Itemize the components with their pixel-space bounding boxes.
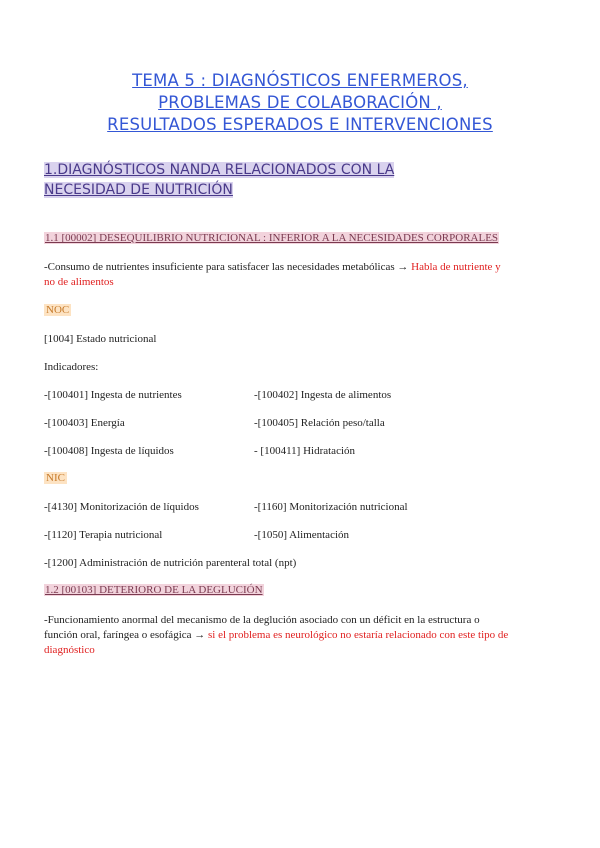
indicator-item: -[100405] Relación peso/talla <box>254 417 385 429</box>
diagnosis-1-note: Habla de nutriente y <box>411 261 501 273</box>
title-line-3: RESULTADOS ESPERADOS E INTERVENCIONES <box>107 115 493 134</box>
indicator-item: -[100408] Ingesta de líquidos <box>44 445 174 457</box>
indicator-item: - [100411] Hidratación <box>254 445 356 457</box>
diagnosis-2-note: si el problema es neurológico no estaría relacionado con este tipo de <box>208 629 509 641</box>
section-heading-line-1: 1.DIAGNÓSTICOS NANDA RELACIONADOS CON LA <box>44 162 395 178</box>
diagnosis-2-definition: -Funcionamiento anormal del mecanismo de la deglución asociado con un déficit en la estructura o <box>44 614 480 626</box>
nic-item: -[1160] Monitorización nutricional <box>254 501 408 513</box>
diagnosis-2-note-cont: diagnóstico <box>44 644 95 656</box>
indicator-item: -[100402] Ingesta de alimentos <box>254 389 392 401</box>
indicators-label: Indicadores: <box>44 361 99 373</box>
diagnosis-1-heading: 1.1 [00002] DESEQUILIBRIO NUTRICIONAL : INFERIOR A LA NECESIDADES CORPORALES <box>45 232 499 244</box>
noc-label: NOC <box>46 304 70 316</box>
nic-item: -[1120] Terapia nutricional <box>44 529 163 541</box>
nic-label: NIC <box>46 472 65 484</box>
title-line-2: PROBLEMAS DE COLABORACIÓN , <box>158 93 442 112</box>
section-heading-line-2: NECESIDAD DE NUTRICIÓN <box>44 182 233 198</box>
diagnosis-2-definition-cont: función oral, faríngea o esofágica → si el problema es neurológico no estaría relacionado con este tipo de <box>44 629 509 641</box>
diagnosis-1-definition: -Consumo de nutrientes insuficiente para satisfacer las necesidades metabólicas → Habla de nutriente y <box>44 261 501 273</box>
document-title <box>0 70 600 136</box>
indicator-item: -[100403] Energía <box>44 417 125 429</box>
diagnosis-1-note-cont: no de alimentos <box>44 276 114 288</box>
noc-item: [1004] Estado nutricional <box>44 333 157 345</box>
nic-item: -[1050] Alimentación <box>254 529 350 541</box>
section-heading <box>44 160 394 200</box>
nic-item: -[1200] Administración de nutrición parenteral total (npt) <box>44 557 297 569</box>
title-line-1: TEMA 5 : DIAGNÓSTICOS ENFERMEROS, <box>132 71 468 90</box>
nic-item: -[4130] Monitorización de líquidos <box>44 501 199 513</box>
diagnosis-2-heading: 1.2 [00103] DETERIORO DE LA DEGLUCIÓN <box>45 584 263 596</box>
indicator-item: -[100401] Ingesta de nutrientes <box>44 389 182 401</box>
